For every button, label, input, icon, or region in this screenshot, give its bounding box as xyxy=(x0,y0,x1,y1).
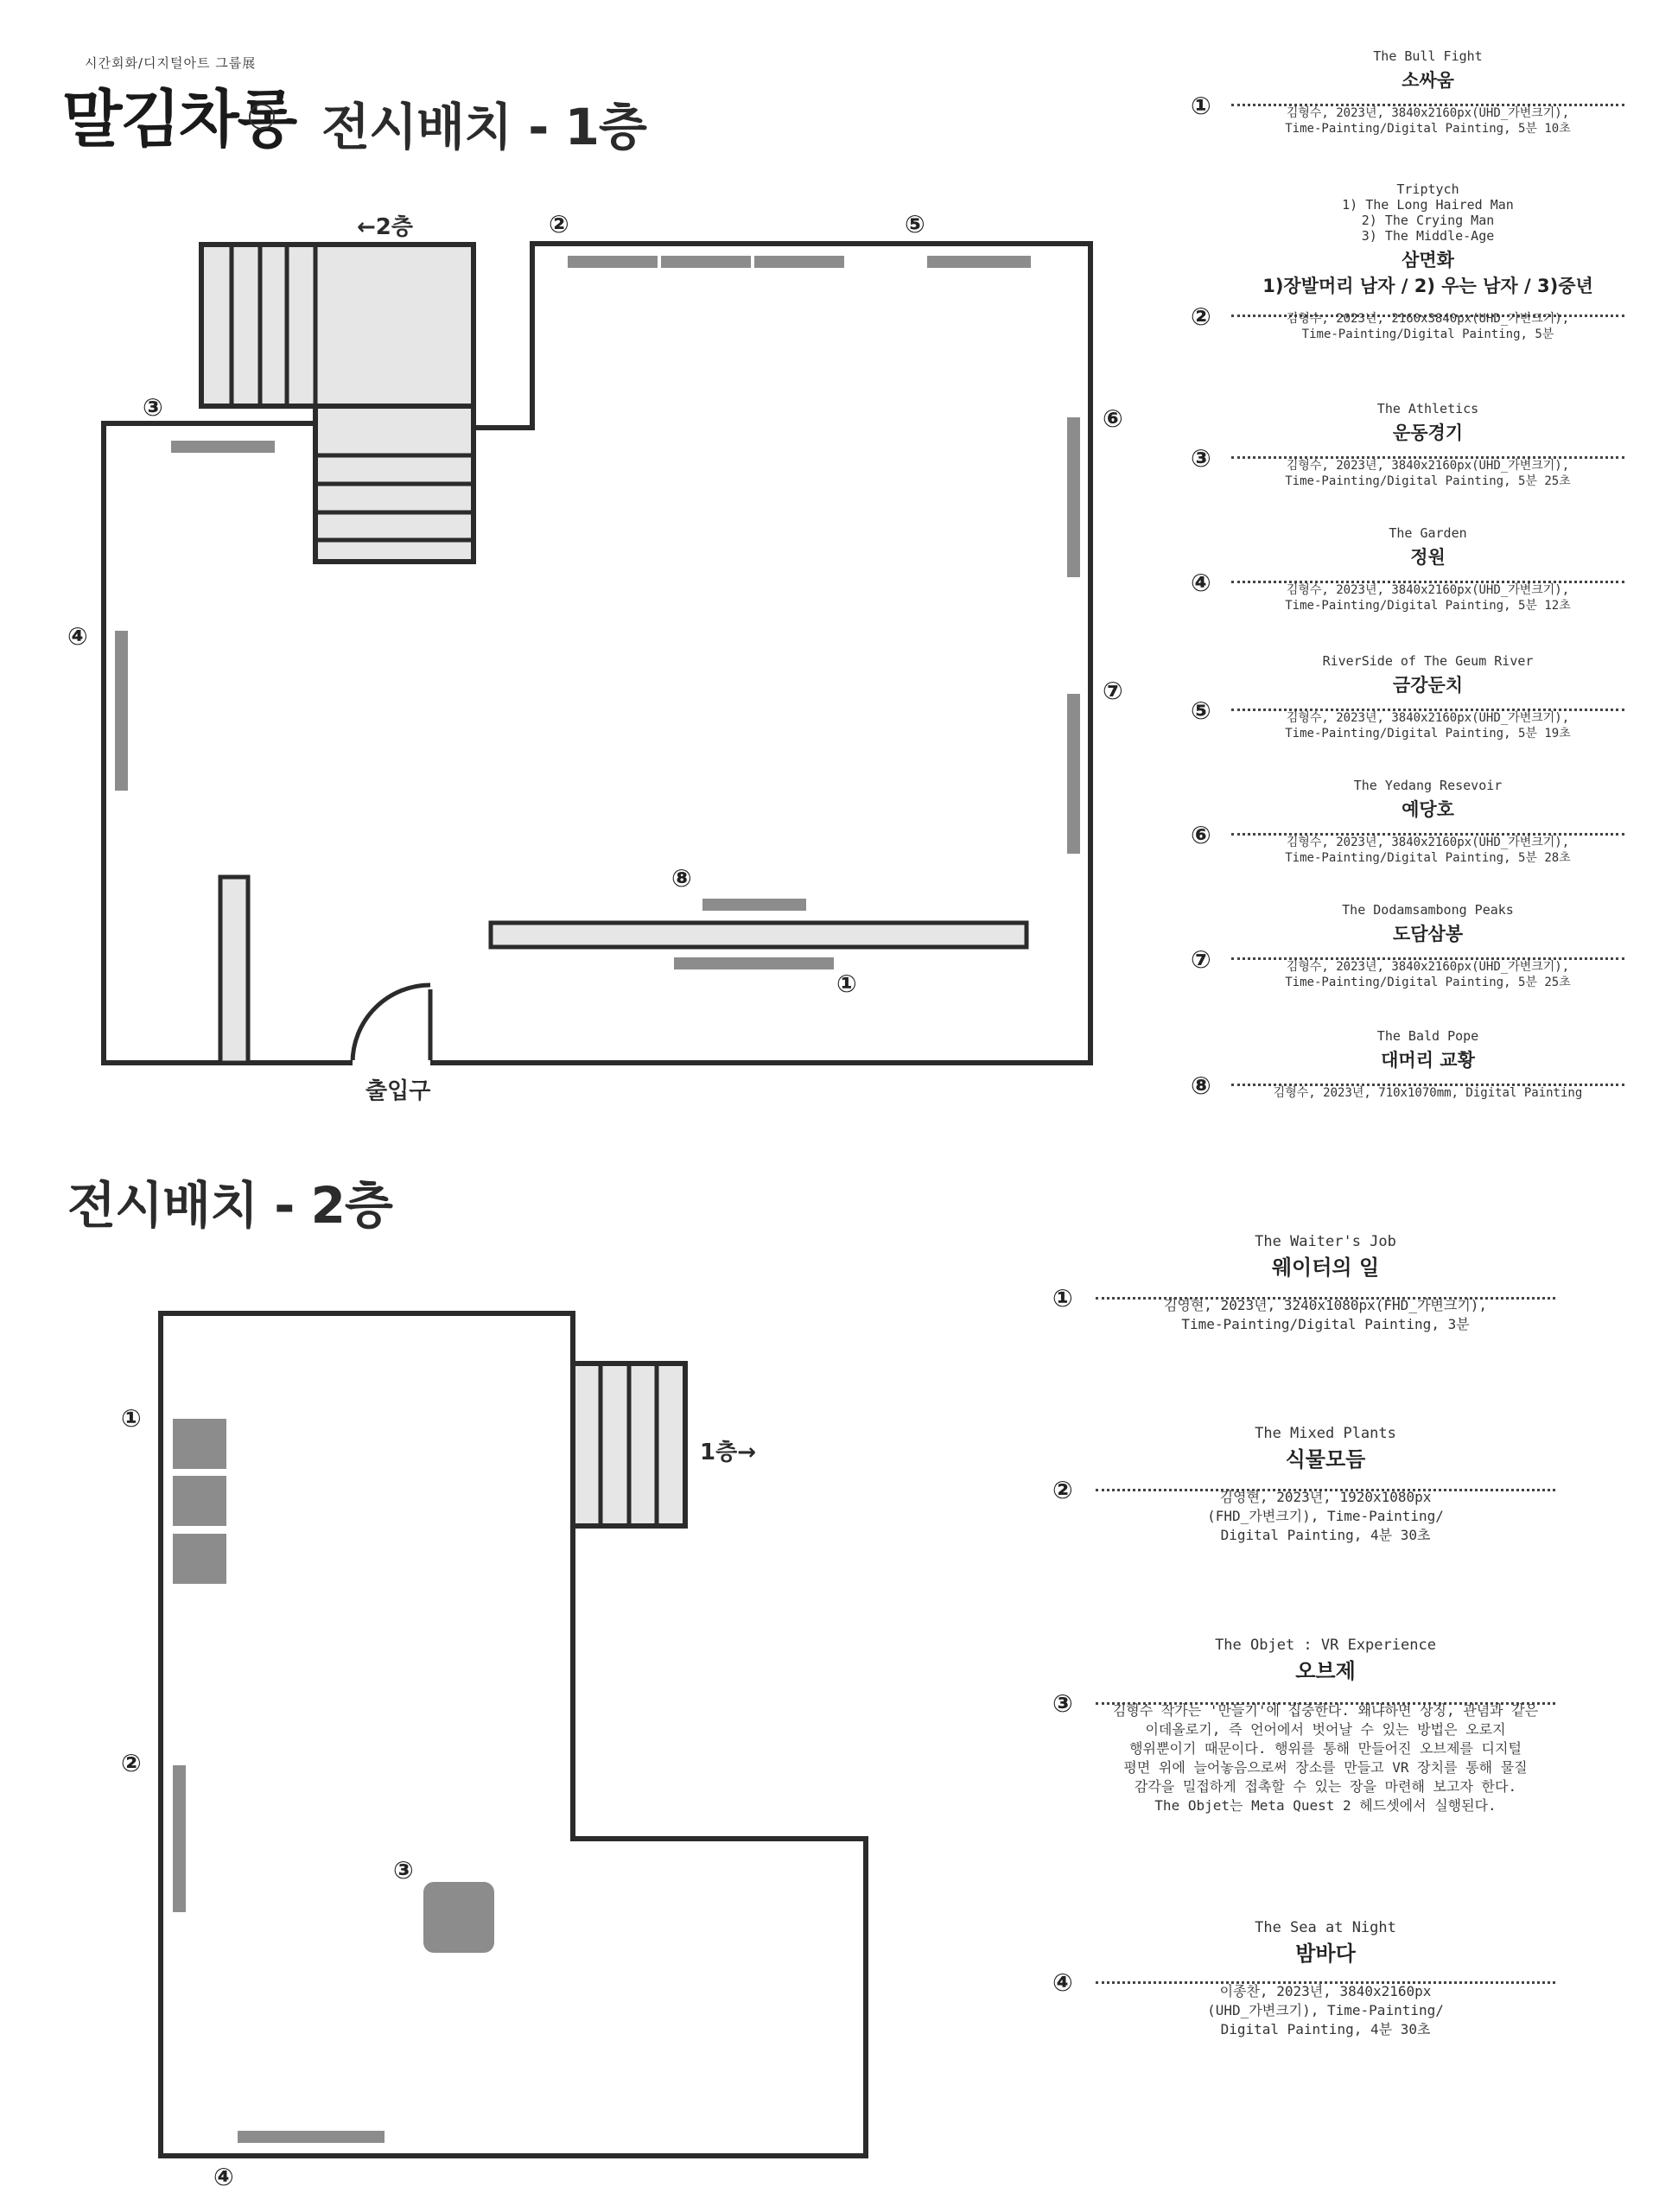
floor1-stair-label: ←2층 xyxy=(357,214,413,240)
legend1-item-7: The Dodamsambong Peaks 도담삼봉 김형수, 2023년, 3840x2160px(UHD_가변크기), Time-Painting/Digital Painting, 5분 25초 xyxy=(1285,902,1571,989)
entrance-door-swing xyxy=(353,985,430,1063)
artwork-7 xyxy=(1067,694,1080,854)
floor2-marker-4: ④ xyxy=(213,2163,234,2191)
artwork-8 xyxy=(702,899,806,911)
floor1-marker-6: ⑥ xyxy=(1103,404,1123,433)
legend1-num-6: ⑥ xyxy=(1191,821,1211,849)
legend1-num-3: ③ xyxy=(1191,444,1211,473)
floor1-marker-3: ③ xyxy=(143,393,163,422)
legend1-num-5: ⑤ xyxy=(1191,696,1211,725)
artwork-2a xyxy=(568,256,658,268)
floor1-partition-center xyxy=(491,923,1027,947)
f2-artwork-1b xyxy=(173,1476,226,1526)
f2-artwork-4 xyxy=(238,2131,385,2143)
legend2-num-2: ② xyxy=(1052,1476,1073,1504)
legend1-item-2: Triptych 1) The Long Haired Man 2) The Crying Man 3) The Middle-Age 삼면화 1)장발머리 남자 / 2) 우는 남자 / 3)중년 김형수, 2023년, 2160x3840px(UHD_가변크기), Time-Painting/Digital Painting, 5분 xyxy=(1262,181,1593,341)
artwork-2c xyxy=(754,256,844,268)
f2-artwork-3 xyxy=(423,1882,494,1953)
floor2-marker-3: ③ xyxy=(393,1856,414,1885)
floor2-stair-label: 1층→ xyxy=(700,1440,756,1465)
floor2-wall-outline xyxy=(161,1313,866,2156)
f2-artwork-1c xyxy=(173,1534,226,1584)
legend2-item-2: The Mixed Plants 식물모듬 김영현, 2023년, 1920x1080px (FHD_가변크기), Time-Painting/ Digital Painting, 4분 30초 xyxy=(1207,1425,1444,1543)
floor1-marker-2: ② xyxy=(549,210,569,238)
floor1-title: 전시배치 - 1층 xyxy=(321,98,646,156)
legend1-item-3: The Athletics 운동경기 김형수, 2023년, 3840x2160px(UHD_가변크기), Time-Painting/Digital Painting, 5분 25초 xyxy=(1285,401,1571,488)
artwork-3 xyxy=(171,441,275,453)
legend2-item-3: The Objet : VR Experience 오브제 김형수 작가는 '만들기'에 집중한다. 왜냐하면 상징, 관념과 같은 이데올로기, 즉 언어에서 벗어날 수 있는 방법은 오로지 행위뿐이기 때문이다. 행위를 통해 만들어진 오브제를 디지털 평면 위에 늘어놓음으로써 장소를 만들고 VR 장치를 통해 물질 감각을 밀접하게 접촉할 수 있는 장을 마련해 보고자 한다. The Objet는 Meta Quest 2 헤드셋에서 실행된다. xyxy=(1112,1637,1539,1814)
legend2-item-4: The Sea at Night 밤바다 이종찬, 2023년, 3840x2160px (UHD_가변크기), Time-Painting/ Digital Painting, 4분 30초 xyxy=(1207,1919,1444,2037)
entrance-label: 출입구 xyxy=(365,1078,431,1104)
legend1-item-6: The Yedang Resevoir 예당호 김형수, 2023년, 3840x2160px(UHD_가변크기), Time-Painting/Digital Painting, 5분 28초 xyxy=(1285,778,1571,865)
artwork-1 xyxy=(674,957,834,969)
floor2-plan xyxy=(0,1253,950,2203)
floor2-title: 전시배치 - 2층 xyxy=(67,1176,392,1235)
floor2-marker-1: ① xyxy=(121,1404,142,1433)
floor1-marker-7: ⑦ xyxy=(1103,677,1123,705)
floor1-marker-1: ① xyxy=(836,969,857,998)
exhibition-eyebrow: 시간회화/디지털아트 그룹展 xyxy=(85,55,257,71)
floor1-stair-upper xyxy=(201,245,474,406)
artwork-4 xyxy=(115,631,128,791)
artwork-2b xyxy=(661,256,751,268)
legend1-item-8: The Bald Pope 대머리 교황 김형수, 2023년, 710x1070mm, Digital Painting xyxy=(1273,1028,1583,1100)
artwork-5 xyxy=(927,256,1031,268)
floor1-marker-5: ⑤ xyxy=(905,210,925,238)
artwork-6 xyxy=(1067,417,1080,577)
f2-artwork-1a xyxy=(173,1419,226,1469)
legend1-num-8: ⑧ xyxy=(1191,1071,1211,1100)
legend1-item-1: The Bull Fight 소싸움 김형수, 2023년, 3840x2160px(UHD_가변크기), Time-Painting/Digital Painting, 5분 10초 xyxy=(1285,48,1571,136)
legend1-num-2: ② xyxy=(1191,302,1211,331)
floor1-partition-left xyxy=(220,877,248,1063)
legend2-num-4: ④ xyxy=(1052,1968,1073,1997)
legend1-num-4: ④ xyxy=(1191,569,1211,597)
floor2-marker-2: ② xyxy=(121,1749,142,1777)
floor1-marker-4: ④ xyxy=(67,622,88,651)
legend1-item-4: The Garden 정원 김형수, 2023년, 3840x2160px(UHD_가변크기), Time-Painting/Digital Painting, 5분 12초 xyxy=(1285,525,1571,613)
legend1-num-1: ① xyxy=(1191,92,1211,120)
exhibition-logo: 말김차롱 xyxy=(62,82,296,156)
floor1-plan xyxy=(0,0,1123,1123)
legend2-num-1: ① xyxy=(1052,1284,1073,1313)
legend1-num-7: ⑦ xyxy=(1191,945,1211,974)
f2-artwork-2 xyxy=(173,1765,186,1912)
legend2-num-3: ③ xyxy=(1052,1689,1073,1718)
floor1-marker-8: ⑧ xyxy=(671,864,692,893)
legend2-item-1: The Waiter's Job 웨이터의 일 김영현, 2023년, 3240x1080px(FHD_가변크기), Time-Painting/Digital Painting, 3분 xyxy=(1163,1233,1488,1332)
legend1-item-5: RiverSide of The Geum River 금강둔치 김형수, 2023년, 3840x2160px(UHD_가변크기), Time-Painting/Digital Painting, 5분 19초 xyxy=(1285,653,1571,741)
